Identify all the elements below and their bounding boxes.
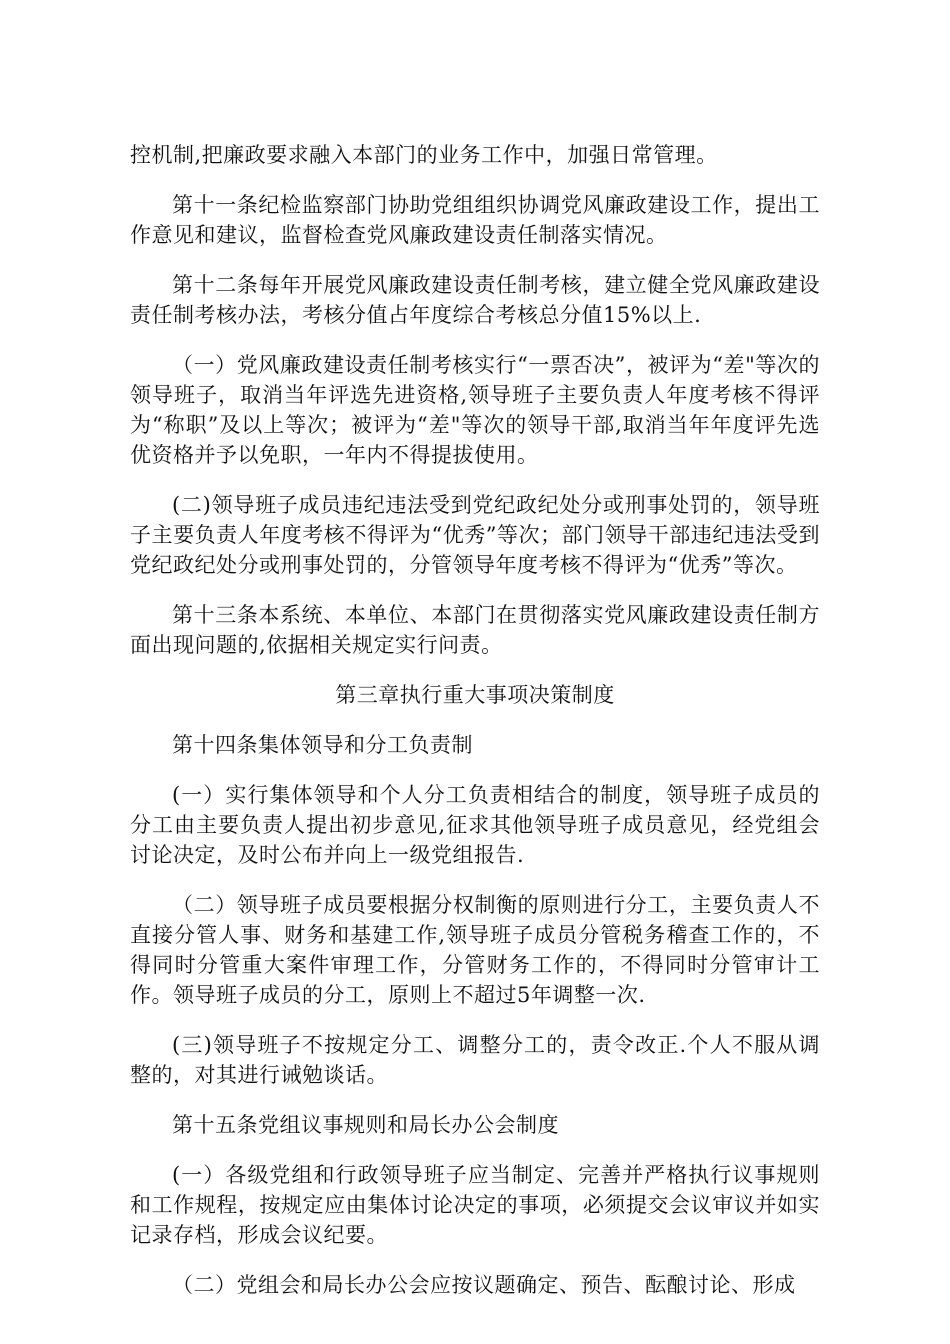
paragraph-article-14-item-3: (三)领导班子不按规定分工、调整分工的，责令改正.个人不服从调整的，对其进行诫勉谈话。 [130,1033,820,1087]
paragraph-article-15-item-1: (一）各级党组和行政领导班子应当制定、完善并严格执行议事规则和工作规程，按规定应由集体讨论决定的事项，必须提交会议审议并如实记录存档，形成会议纪要。 [130,1163,820,1247]
paragraph-article-12-item-2: (二)领导班子成员违纪违法受到党纪政纪处分或刑事处罚的，领导班子主要负责人年度考核不得评为“优秀”等次；部门领导干部违纪违法受到党纪政纪处分或刑事处罚的，分管领导年度考核不得评为“优秀”等次。 [130,493,820,577]
paragraph-article-12-item-1: （一）党风廉政建设责任制考核实行“一票否决”，被评为“差"等次的领导班子，取消当年评选先进资格,领导班子主要负责人年度考核不得评为“称职”及以上等次；被评为“差"等次的领导干部,取消当年年度评先选优资格并予以免职，一年内不得提拔使用。 [130,353,820,467]
paragraph-article-13: 第十三条本系统、本单位、本部门在贯彻落实党风廉政建设责任制方面出现问题的,依据相关规定实行问责。 [130,603,820,657]
document-page [130,140,820,1300]
paragraph-article-11: 第十一条纪检监察部门协助党组组织协调党风廉政建设工作，提出工作意见和建议，监督检查党风廉政建设责任制落实情况。 [130,193,820,247]
paragraph-article-14: 第十四条集体领导和分工负责制 [172,733,473,757]
paragraph-article-14-item-2: （二）领导班子成员要根据分权制衡的原则进行分工，主要负责人不直接分管人事、财务和基建工作,领导班子成员分管税务稽查工作的，不得同时分管重大案件审理工作，分管财务工作的，不得同时分管审计工作。领导班子成员的分工，原则上不超过5年调整一次. [130,893,820,1007]
chapter-heading: 第三章执行重大事项决策制度 [335,683,615,707]
paragraph-article-15: 第十五条党组议事规则和局长办公会制度 [172,1113,559,1137]
paragraph-article-12: 第十二条每年开展党风廉政建设责任制考核，建立健全党风廉政建设责任制考核办法，考核分值占年度综合考核总分值15%以上. [130,273,820,327]
paragraph-article-15-item-2: （二）党组会和局长办公会应按议题确定、预告、酝酿讨论、形成 [172,1273,796,1297]
paragraph-article-14-item-1: (一）实行集体领导和个人分工负责相结合的制度，领导班子成员的分工由主要负责人提出初步意见,征求其他领导班子成员意见，经党组会讨论决定，及时公布并向上一级党组报告. [130,783,820,867]
paragraph-continuation: 控机制,把廉政要求融入本部门的业务工作中，加强日常管理。 [130,143,718,167]
